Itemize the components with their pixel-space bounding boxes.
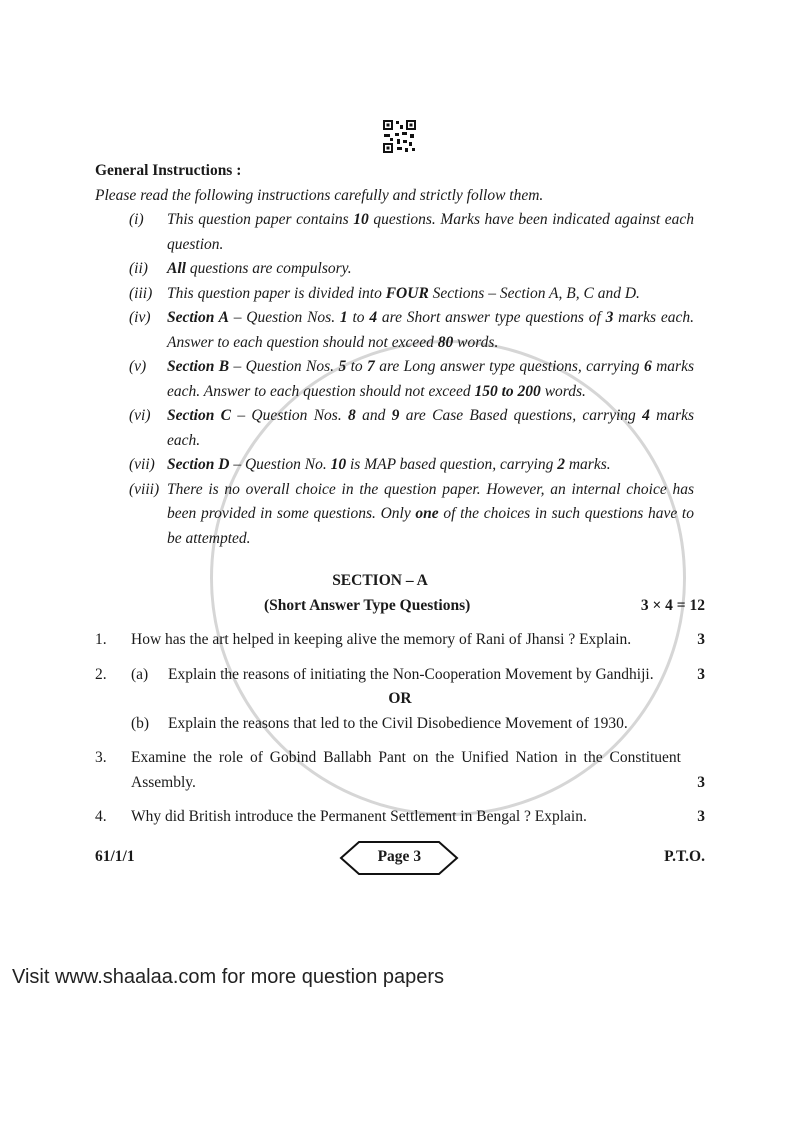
instruction-run: of the choices in such questions have to be attempted. xyxy=(167,505,694,547)
instruction-emphasis: 10 xyxy=(353,211,369,228)
instructions-list xyxy=(95,208,705,551)
instruction-run: to xyxy=(346,358,368,375)
instruction-run: marks each. Answer to each question should not exceed xyxy=(167,309,694,351)
instruction-text xyxy=(167,282,694,307)
option-label: (a) xyxy=(131,665,149,683)
instruction-run: are Long answer type questions, carrying xyxy=(374,358,644,375)
instructions-intro: Please read the following instructions carefully and strictly follow them. xyxy=(95,186,544,204)
instruction-run: marks each. Answer to each question should not exceed xyxy=(167,358,695,400)
instruction-emphasis: FOUR xyxy=(385,284,429,302)
instruction-run: This question paper is divided into xyxy=(167,284,386,302)
question-1 xyxy=(95,628,705,653)
instruction-label: (iv) xyxy=(129,309,151,326)
question-text: Why did British introduce the Permanent Settlement in Bengal ? Explain. xyxy=(131,808,587,825)
instruction-run: are Case Based questions, carrying xyxy=(399,407,643,424)
question-text: Explain the reasons that led to the Civil Disobedience Movement of 1930. xyxy=(168,714,628,732)
question-marks: 3 xyxy=(697,773,705,791)
instruction-emphasis: 10 xyxy=(330,456,347,473)
instruction-emphasis: All xyxy=(167,260,186,277)
instruction-item xyxy=(129,208,694,257)
section-subtitle: (Short Answer Type Questions) xyxy=(264,596,471,614)
instruction-emphasis: Section A xyxy=(167,309,229,326)
instruction-emphasis: 8 xyxy=(348,407,356,424)
question-number: 4. xyxy=(95,808,107,825)
instruction-item xyxy=(129,355,694,404)
instruction-run: and xyxy=(355,407,392,424)
page-indicator xyxy=(339,840,459,876)
question-number: 1. xyxy=(95,631,107,648)
instruction-label: (vi) xyxy=(129,407,151,424)
visit-site-link[interactable]: Visit www.shaalaa.com for more question papers xyxy=(12,965,445,988)
instruction-emphasis: 1 xyxy=(339,309,348,326)
section-title: SECTION – A xyxy=(332,572,428,589)
instruction-run: is MAP based question, carrying xyxy=(346,456,558,473)
instruction-label: (vii) xyxy=(129,456,155,473)
instruction-emphasis: 150 to 200 xyxy=(474,382,541,400)
question-number-spacer xyxy=(95,712,131,737)
instruction-emphasis: 6 xyxy=(643,358,652,375)
instruction-run: – Question Nos. xyxy=(228,309,340,326)
question-marks: 3 xyxy=(697,808,705,825)
instruction-emphasis: 80 xyxy=(437,333,454,351)
instruction-emphasis: 9 xyxy=(391,407,400,424)
instruction-emphasis: 2 xyxy=(557,456,565,473)
instruction-emphasis: 7 xyxy=(367,358,375,375)
instruction-label: (iii) xyxy=(129,284,153,302)
section-subtitle-row xyxy=(95,594,705,619)
instruction-emphasis: 3 xyxy=(605,309,614,326)
question-4 xyxy=(95,805,705,830)
page-content xyxy=(95,0,705,876)
instruction-emphasis: 4 xyxy=(369,309,378,326)
instruction-text xyxy=(167,355,694,404)
option-label: (b) xyxy=(131,714,150,732)
instruction-run: to xyxy=(347,309,370,326)
question-2b xyxy=(95,712,705,737)
instructions-heading: General Instructions : xyxy=(95,162,242,179)
question-text: Explain the reasons of initiating the Non-Cooperation Movement by Gandhiji. xyxy=(168,665,654,683)
instruction-run: – Question Nos. xyxy=(231,407,349,424)
instruction-item xyxy=(129,404,694,453)
instruction-label: (v) xyxy=(129,358,147,375)
question-number: 3. xyxy=(95,749,107,766)
instruction-text xyxy=(167,478,694,552)
question-text: Examine the role of Gobind Ballabh Pant on the Unified Nation in the Constituent Assembly. xyxy=(131,749,681,791)
instruction-run: – Question Nos. xyxy=(229,358,339,375)
instruction-run: are Short answer type questions of xyxy=(377,309,606,326)
instruction-emphasis: Section D xyxy=(167,456,230,473)
instruction-item xyxy=(129,282,694,307)
question-3 xyxy=(95,746,705,795)
page-footer xyxy=(95,840,705,876)
question-number: 2. xyxy=(95,665,107,683)
instruction-run: marks. xyxy=(564,456,611,473)
instruction-item xyxy=(129,306,694,355)
instruction-text xyxy=(167,453,694,478)
qr-code-icon xyxy=(383,120,416,153)
section-marks: 3 × 4 = 12 xyxy=(640,596,705,614)
instruction-item xyxy=(129,453,694,478)
instruction-text xyxy=(167,208,694,257)
paper-code: 61/1/1 xyxy=(95,848,135,866)
instruction-emphasis: 5 xyxy=(338,358,347,375)
pto-label: P.T.O. xyxy=(664,848,705,866)
instruction-item xyxy=(129,478,694,552)
instruction-run: words. xyxy=(453,333,499,351)
instruction-run: – Question No. xyxy=(229,456,331,473)
instruction-text xyxy=(167,257,694,282)
page-number: Page 3 xyxy=(377,848,422,866)
instruction-text xyxy=(167,306,694,355)
instruction-run: questions are compulsory. xyxy=(185,260,352,277)
instruction-label: (ii) xyxy=(129,260,148,277)
instruction-emphasis: Section B xyxy=(167,358,230,375)
instruction-label: (i) xyxy=(129,211,144,228)
instruction-emphasis: 4 xyxy=(642,407,650,424)
question-text: How has the art helped in keeping alive the memory of Rani of Jhansi ? Explain. xyxy=(131,631,632,648)
instruction-run: words. xyxy=(540,382,586,400)
instruction-run: This question paper contains xyxy=(167,211,354,228)
question-2a xyxy=(95,663,705,688)
instruction-label: (viii) xyxy=(129,480,160,498)
instruction-emphasis: Section C xyxy=(167,407,232,424)
question-marks: 3 xyxy=(697,665,705,683)
question-marks: 3 xyxy=(697,631,705,648)
instruction-emphasis: one xyxy=(415,505,439,522)
instruction-run: There is no overall choice in the question paper. However, an internal choice has been provided in some questions. Only xyxy=(167,480,694,522)
or-separator: OR xyxy=(388,690,412,707)
instruction-run: Sections – Section A, B, C and D. xyxy=(428,284,640,302)
instruction-run: questions. Marks have been indicated against each question. xyxy=(167,211,694,253)
instruction-run: marks each. xyxy=(167,407,695,449)
instruction-text xyxy=(167,404,694,453)
instruction-item xyxy=(129,257,694,282)
